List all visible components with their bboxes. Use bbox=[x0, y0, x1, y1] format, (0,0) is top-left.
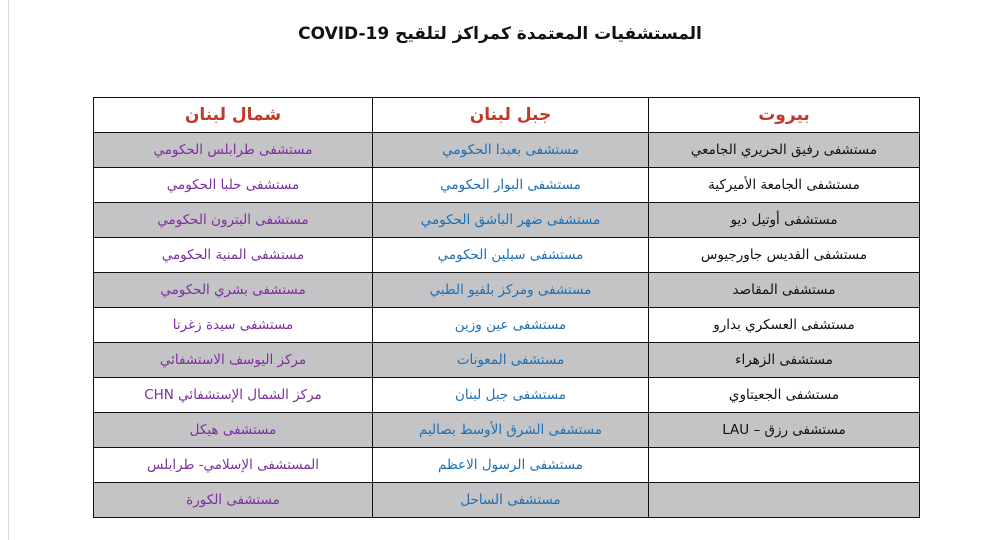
cell-beirut: مستشفى الجامعة الأميركية bbox=[649, 168, 920, 203]
cell-beirut: مستشفى أوتيل ديو bbox=[649, 203, 920, 238]
table-row bbox=[94, 203, 920, 238]
document-title: المستشفيات المعتمدة كمراكز لتلقيح COVID-19 bbox=[298, 24, 702, 44]
table-row bbox=[94, 343, 920, 378]
cell-beirut: مستشفى القديس جاورجيوس bbox=[649, 238, 920, 273]
header-mount-lebanon: جبل لبنان bbox=[373, 98, 649, 133]
cell-beirut: مستشفى الزهراء bbox=[649, 343, 920, 378]
cell-north-lebanon: المستشفى الإسلامي- طرابلس bbox=[94, 448, 373, 483]
cell-mount-lebanon: مستشفى ضهر الباشق الحكومي bbox=[373, 203, 649, 238]
cell-north-lebanon: مركز اليوسف الاستشفائي bbox=[94, 343, 373, 378]
table-row bbox=[94, 483, 920, 518]
header-north-lebanon: شمال لبنان bbox=[94, 98, 373, 133]
cell-mount-lebanon: مستشفى ومركز بلفيو الطبي bbox=[373, 273, 649, 308]
table-row bbox=[94, 168, 920, 203]
table-row bbox=[94, 413, 920, 448]
cell-beirut: مستشفى رفيق الحريري الجامعي bbox=[649, 133, 920, 168]
cell-mount-lebanon: مستشفى الساحل bbox=[373, 483, 649, 518]
cell-mount-lebanon: مستشفى الشرق الأوسط بصاليم bbox=[373, 413, 649, 448]
cell-north-lebanon: مستشفى حلبا الحكومي bbox=[94, 168, 373, 203]
cell-north-lebanon: مستشفى المنية الحكومي bbox=[94, 238, 373, 273]
cell-north-lebanon: مستشفى بشري الحكومي bbox=[94, 273, 373, 308]
cell-north-lebanon: مستشفى سيدة زغرتا bbox=[94, 308, 373, 343]
table-row bbox=[94, 133, 920, 168]
cell-north-lebanon: مستشفى طرابلس الحكومي bbox=[94, 133, 373, 168]
header-beirut: بيروت bbox=[649, 98, 920, 133]
cell-mount-lebanon: مستشفى سبلين الحكومي bbox=[373, 238, 649, 273]
table-row bbox=[94, 308, 920, 343]
cell-mount-lebanon: مستشفى عين وزين bbox=[373, 308, 649, 343]
cell-mount-lebanon: مستشفى بعبدا الحكومي bbox=[373, 133, 649, 168]
cell-mount-lebanon: مستشفى جبل لبنان bbox=[373, 378, 649, 413]
cell-beirut: مستشفى المقاصد bbox=[649, 273, 920, 308]
cell-beirut bbox=[649, 448, 920, 483]
cell-beirut: مستشفى رزق – LAU bbox=[649, 413, 920, 448]
table-header-row bbox=[94, 98, 920, 133]
cell-north-lebanon: مستشفى الكورة bbox=[94, 483, 373, 518]
cell-north-lebanon: مستشفى البترون الحكومي bbox=[94, 203, 373, 238]
table-row bbox=[94, 378, 920, 413]
cell-mount-lebanon: مستشفى الرسول الاعظم bbox=[373, 448, 649, 483]
cell-beirut: مستشفى الجعيتاوي bbox=[649, 378, 920, 413]
cell-mount-lebanon: مستشفى المعونات bbox=[373, 343, 649, 378]
table-row bbox=[94, 238, 920, 273]
cell-beirut: مستشفى العسكري بدارو bbox=[649, 308, 920, 343]
cell-north-lebanon: مركز الشمال الإستشفائي CHN bbox=[94, 378, 373, 413]
table-row bbox=[94, 273, 920, 308]
vaccination-centers-table bbox=[93, 97, 920, 518]
cell-mount-lebanon: مستشفى البوار الحكومي bbox=[373, 168, 649, 203]
table-row bbox=[94, 448, 920, 483]
page-left-edge bbox=[8, 0, 9, 540]
cell-beirut bbox=[649, 483, 920, 518]
cell-north-lebanon: مستشفى هيكل bbox=[94, 413, 373, 448]
